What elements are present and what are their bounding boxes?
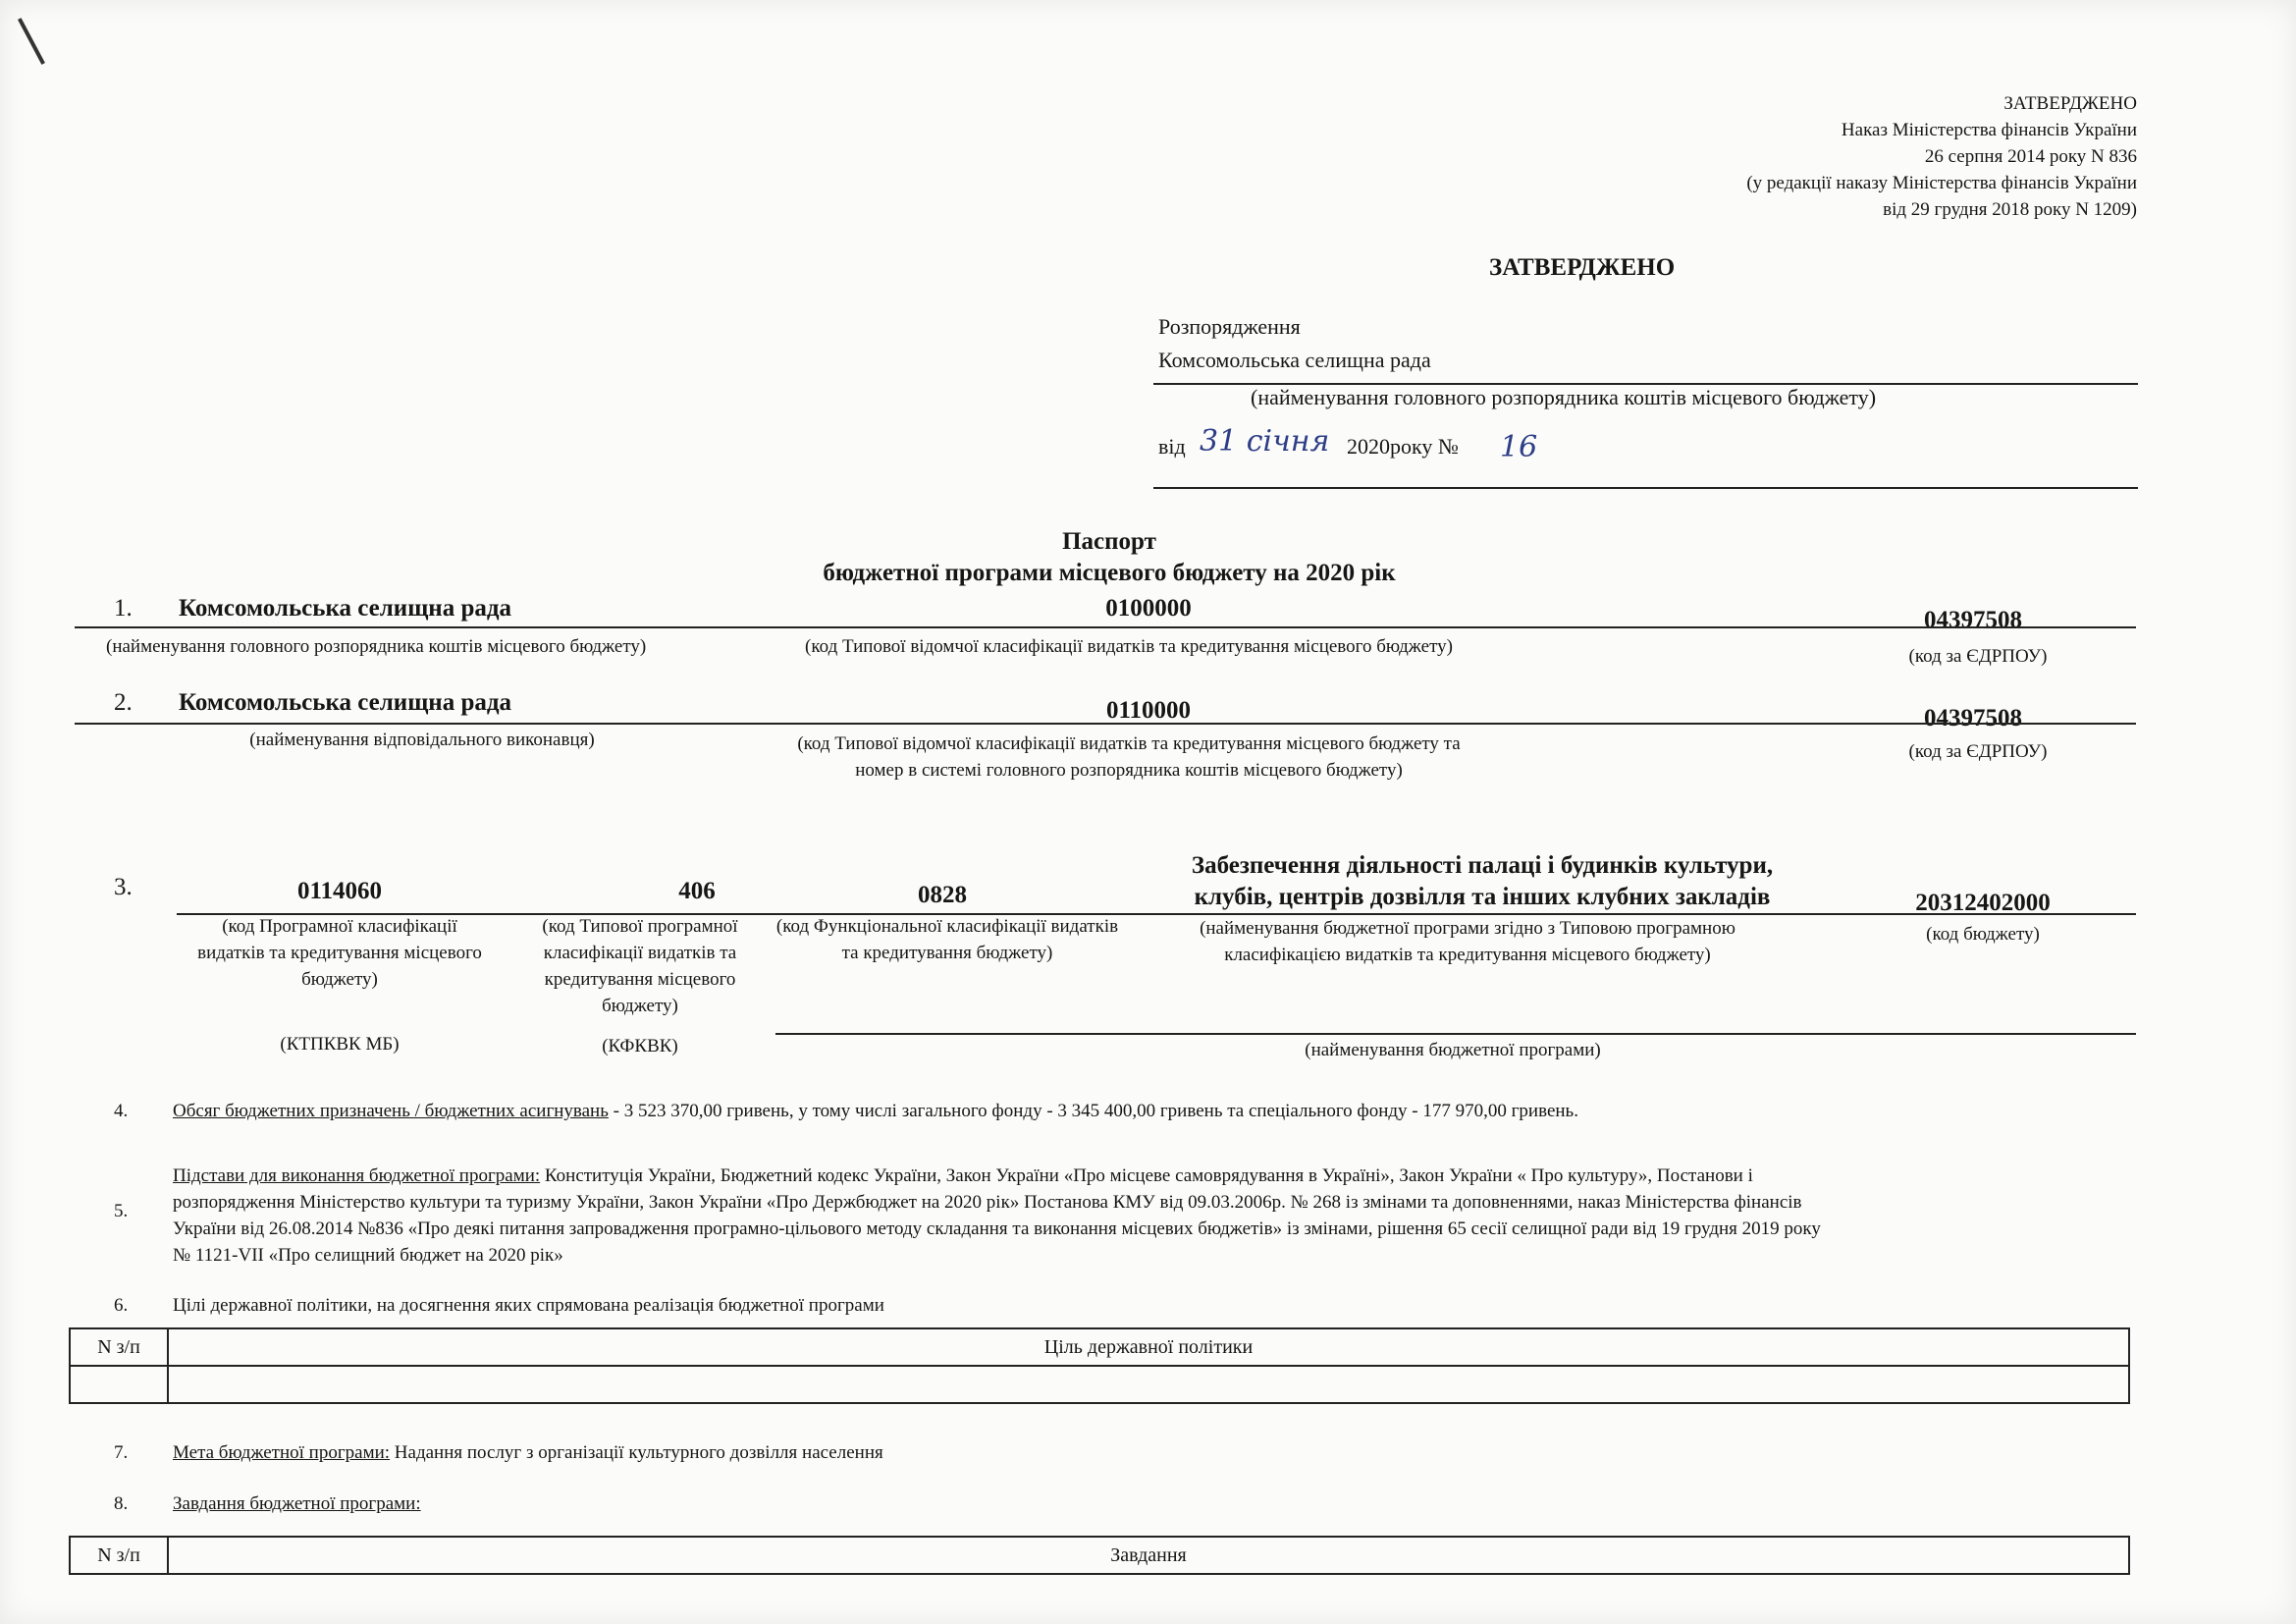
section3-kfkvk-abbr: (КФКВК) [602,1036,678,1056]
approval-line-4: (у редакції наказу Міністерства фінансів України [1746,173,2137,193]
section2-name-caption: (найменування відповідального виконавця) [249,730,595,750]
column-header-policy-goal: Ціль державної політики [168,1328,2129,1366]
section2-code: 0110000 [1105,697,1192,724]
section1-number: 1. [114,595,133,622]
section2-edrpou: 04397508 [1924,705,2022,731]
section5-line-2: розпорядження Міністерство культури та туризму України, Закон України «Про Держбюджет на 2020 рік» Постанова КМУ від 09.03.2006р. № 268 із змінами та доповненнями, наказ Міністерства фінансів [173,1192,1802,1213]
section7-text [173,1439,2038,1466]
section3-program-name-caption: (найменування бюджетної програми) [1305,1040,1601,1060]
section1-code: 0100000 [1105,595,1192,622]
approval-line-1: ЗАТВЕРДЖЕНО [2003,93,2137,114]
section4-label: Обсяг бюджетних призначень / бюджетних асигнувань [173,1101,609,1121]
approval-stamp-header [1450,90,2137,223]
table-header-row [70,1328,2129,1366]
section2-edrpou-caption: (код за ЄДРПОУ) [1908,741,2048,762]
table-cell-empty [168,1366,2129,1403]
approved-date-prefix: від [1158,434,1186,459]
section3-program-name-underline [775,1033,2136,1035]
approved-number-handwritten: 16 [1500,430,1538,464]
section8-number: 8. [114,1493,129,1514]
section5-line-1: Конституція України, Бюджетний кодекс України, Закон України «Про місцеве самоврядування в Україні», Закон України « Про культуру», Постанови і [540,1165,1753,1186]
approved-date-handwritten: 31 січня [1200,424,1330,459]
section4-number: 4. [114,1101,129,1121]
section3-program-name-line-1: Забезпечення діяльності палаці і будинків культури, [1191,852,1774,879]
section8-label: Завдання бюджетної програми: [173,1493,421,1514]
approved-title: ЗАТВЕРДЖЕНО [1489,254,1676,281]
section1-underline [75,626,2136,628]
approval-line-5: від 29 грудня 2018 року N 1209) [1883,199,2137,220]
section3-ktpkvk: 0114060 [296,878,383,904]
approval-line-3: 26 серпня 2014 року N 836 [1924,146,2137,167]
section2-code-caption: (код Типової відомчої класифікації видатків та кредитування місцевого бюджету та номер в системі головного розпорядника коштів місцевого бюджету) [797,733,1461,781]
section5-number: 5. [114,1201,129,1221]
section2-underline [75,723,2136,725]
section1-edrpou-caption: (код за ЄДРПОУ) [1908,646,2048,667]
section1-code-caption: (код Типової відомчої класифікації видатків та кредитування місцевого бюджету) [805,636,1453,657]
section3-kfkvk: 406 [678,878,716,904]
section3-kfkvk-caption: (код Типової програмної класифікації видатків та кредитування місцевого бюджету) [542,916,738,1016]
column-header-task: Завдання [168,1537,2129,1574]
section1-name: Комсомольська селищна рада [179,595,512,622]
section2-name: Комсомольська селищна рада [179,689,512,716]
section6-number: 6. [114,1295,129,1316]
column-header-number: N з/п [70,1328,168,1366]
section5-line-4: № 1121-VII «Про селищний бюджет на 2020 рік» [173,1245,563,1266]
section6-text: Цілі державної політики, на досягнення яких спрямована реалізація бюджетної програми [173,1295,884,1316]
section5-label: Підстави для виконання бюджетної програми: [173,1165,541,1186]
title-line-2: бюджетної програми місцевого бюджету на 2020 рік [823,560,1396,586]
section3-program-caption: (найменування бюджетної програми згідно з Типовою програмною класифікацією видатків та кредитування місцевого бюджету) [1200,918,1735,965]
approved-year-text: 2020року № [1347,434,1459,459]
table-row [70,1366,2129,1403]
section3-budget-caption: (код бюджету) [1926,924,2040,945]
document-title [687,526,1531,589]
section2-number: 2. [114,689,133,716]
section7-number: 7. [114,1442,129,1463]
program-tasks-table [69,1536,2130,1575]
section3-budget-code: 20312402000 [1915,890,2051,916]
section3-program-name [1139,850,1826,913]
section7-value: Надання послуг з організації культурного дозвілля населення [390,1442,883,1463]
section3-ktpkvk-abbr: (КТПКВК МБ) [280,1034,400,1055]
section7-label: Мета бюджетної програми: [173,1442,391,1463]
section1-name-caption: (найменування головного розпорядника коштів місцевого бюджету) [106,636,647,657]
column-header-number: N з/п [70,1537,168,1574]
table-cell-empty [70,1366,168,1403]
section5-line-3: України від 26.08.2014 №836 «Про деякі питання запровадження програмно-цільового методу складання та виконання місцевих бюджетів» із змінами, рішення 65 сесії селищної ради від 19 грудня 2019 року [173,1218,1821,1239]
section3-program-name-line-2: клубів, центрів дозвілля та інших клубних закладів [1194,884,1771,910]
section3-func-caption: (код Функціональної класифікації видатків та кредитування бюджету) [775,916,1119,963]
section3-func: 0828 [918,882,967,908]
approved-org-caption: (найменування головного розпорядника коштів місцевого бюджету) [1251,385,1877,409]
section4-text [173,1098,2136,1124]
approved-doc-type: Розпорядження [1158,314,1301,339]
approved-date-underline [1153,487,2138,489]
section4-value: - 3 523 370,00 гривень, у тому числі загального фонду - 3 345 400,00 гривень та спеціального фонду - 177 970,00 гривень. [608,1101,1578,1121]
approval-line-2: Наказ Міністерства фінансів України [1841,120,2137,140]
section5-text [173,1163,2136,1269]
approved-org: Комсомольська селищна рада [1158,348,1431,372]
scan-mark-line [18,18,45,65]
section3-ktpkvk-caption: (код Програмної класифікації видатків та кредитування місцевого бюджету) [197,916,482,990]
policy-goals-table [69,1327,2130,1404]
section1-edrpou: 04397508 [1924,607,2022,633]
table-header-row [70,1537,2129,1574]
section3-number: 3. [114,874,133,900]
title-line-1: Паспорт [1062,528,1156,555]
